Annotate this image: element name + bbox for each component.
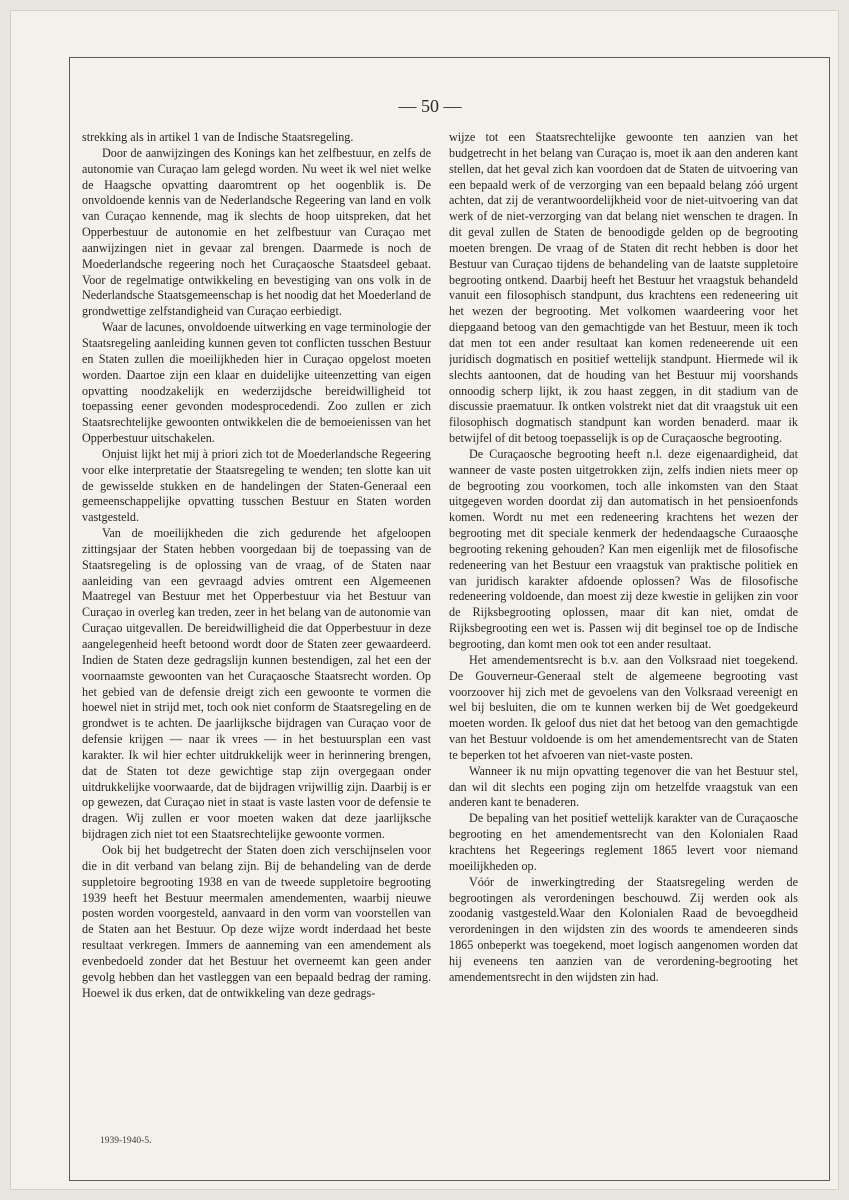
- paragraph: Wanneer ik nu mijn opvatting tegenover die van het Bestuur stel, dan wil dit slechts een poging zijn om hetzelfde vraagstuk van een anderen kant te benaderen.: [449, 763, 798, 810]
- paragraph: strekking als in artikel 1 van de Indische Staatsregeling.: [82, 130, 354, 144]
- paragraph: Waar de lacunes, onvoldoende uitwerking en vage terminologie der Staatsregeling aanleiding kunnen geven tot conflicten tusschen Bestuur en Staten zullen die moeilijkheden hier in Curaçao opgelost moeten worden. Daartoe zijn een klaar en duidelijke uiteenzetting van eigen opvatting noodzakelijk en wederzijdsche bereidwilligheid tot toepassing eener gevonden modesprocedendi. Zoo zullen er zich Staatsrechtelijke gewoonten ontwikkelen die de bemoeienissen van het Opperbestuur uitschakelen.: [82, 320, 431, 446]
- paragraph: De bepaling van het positief wettelijk karakter van de Curaçaosche begrooting en het amendementsrecht van den Kolonialen Raad krachtens het Regeerings reglement 1865 levert voor niemand moeilijkheden op.: [449, 811, 798, 873]
- paragraph: Door de aanwijzingen des Konings kan het zelfbestuur, en zelfs de autonomie van Curaçao lam gelegd worden. Nu weet ik wel niet welke de Haagsche opvatting daaromtrent op het oogenblik is. De onvoldoende kennis van de Nederlandsche Regeering van land en volk van Curaçao kennende, mag ik slechts de hoop uitspreken, dat het Opperbestuur de autonomie en het zelfbestuur van Curaçao met aanwijzingen niet in gevaar zal brengen. Daarmede is noch de Moederlandsche regeering noch het Curaçaosche Staatsdeel gebaat. Voor de regelmatige ontwikkeling en bevestiging van ons volk in de Nederlandsche Staatsgemeenschap is het noodig dat het Moederland de grondwettige zelfstandigheid van Curaçao eerbiedigt.: [82, 145, 431, 319]
- right-column: [449, 130, 798, 1130]
- paragraph: Ook bij het budgetrecht der Staten doen zich verschijnselen voor die in dit verband van belang zijn. Bij de behandeling van de derde suppletoire begrooting 1938 en van de tweede suppletoire begrooting 1939 heeft het Bestuur meermalen amendementen, waarbij nieuwe posten worden voorgesteld, aanvaard in den vorm van voorstellen van de Staten aan het Bestuur. Op deze wijze wordt inderdaad het beste resultaat verkregen. Immers de aanneming van een amendement als evenbedoeld zonder dat het Bestuur het overneemt kan geen ander gevolg hebben dan het vastleggen van een bepaald bedrag der raming. Hoewel ik dus erken, dat de ontwikkeling van deze gedrags-: [82, 842, 431, 1000]
- text-columns: [82, 130, 798, 1130]
- paragraph: Onjuist lijkt het mij à priori zich tot de Moederlandsche Regeering voor elke interpretatie der Staatsregeling te wenden; ten slotte kan uit de gewisselde stukken en de handelingen der Staten-Generaal een gemeenschappelijke opvatting tusschen Bestuur en Staten worden vastgesteld.: [82, 446, 431, 525]
- paragraph: wijze tot een Staatsrechtelijke gewoonte ten aanzien van het budgetrecht in het belang van Curaçao is, moet ik aan den anderen kant stellen, dat het geval zich kan voordoen dat de Staten de uitvoering van een bepaald werk of de verzorging van een bepaald belang zóó urgent achten, dat zij de verantwoordelijkheid voor de niet-uitvoering van dat werk of de niet-verzorging van dat belang niet wenschen te dragen. In dit geval zullen de Staten de benoodigde gelden op de begrooting moeten brengen. De vraag of de Staten dit recht hebben is door het Bestuur van Curaçao tijdens de behandeling van de laatste suppletoire begrooting ontkend. Daarbij heeft het Bestuur het vraagstuk behandeld vanuit een filosophisch standpunt, dus krachtens een redeneering uit het wezen der begrooting. Met volkomen waardeering voor het diepgaand betoog van den gemachtigde van het Bestuur, meen ik toch dat men tot een ander resultaat kan komen redeneerende uit een juridisch dogmatisch en positief wettelijk standpunt. Hiermede wil ik slechts aantoonen, dat de houding van het Bestuur mij voorshands onnoodig scherp lijkt, ik zou haast zeggen, in dit stadium van de discussie praematuur. Ik ontken volstrekt niet dat dit vraagstuk uit een filosophisch dogmatisch standpunt kan worden benaderd. maar ik betwijfel of dit betoog toepasselijk is op de Curaçaosche begrooting.: [449, 130, 798, 446]
- left-column: [82, 130, 431, 1130]
- footer-signature-mark: 1939-1940-5.: [100, 1136, 152, 1146]
- paragraph: De Curaçaosche begrooting heeft n.l. deze eigenaardigheid, dat wanneer de vaste posten uitgetrokken zijn, zelfs indien niets meer op de begrooting zou voorkomen, toch alle inkomsten van den Staat uitgegeven worden doordat zij dan automatisch in het pensioenfonds komen. Wordt nu met een redeneering krachtens het wezen der begrooting met dit speciale kenmerk der hedendaagsche Curaaosçhe begrooting rekening gehouden? Kan men eigenlijk met de filosofische redeneering van het Bestuur een vraagstuk van praktische politiek en van juridisch karakter afdoende oplossen? Was de filosofische redeneering voldoende, dan moest zij deze kwestie in gelijken zin voor de Rijksbegrooting oplossen, maar dit kan niet, omdat de Rijksbegrooting een wet is. Passen wij dit beginsel toe op de Indische begrooting, dan komt men ook tot een ander resultaat.: [449, 446, 798, 651]
- paragraph: Vóór de inwerkingtreding der Staatsregeling werden de begrootingen als verordeningen beschouwd. Zij werden ook als zoodanig vastgesteld.Waar den Kolonialen Raad de bevoegdheid verordeningen in den wijdsten zin des woords te amendeeren sinds 1865 onbeperkt was toegekend, moet logisch aangenomen worden dat hij eveneens ten aanzien van de verordening-begrooting het amendementsrecht in den wijdsten zin had.: [449, 874, 798, 984]
- paragraph: Van de moeilijkheden die zich gedurende het afgeloopen zittingsjaar der Staten hebben voorgedaan bij de toepassing van de Staatsregeling is de oplossing van de vraag, of de Staten naar aanleiding van een gevraagd advies omtrent een Algemeenen Maatregel van Bestuur met het Opperbestuur via het Bestuur van Curaçao in overleg kan treden, zeer in het belang van de autonomie van Curaçao uitgevallen. De bereidwilligheid die dat Opperbestuur in deze aangelegenheid heeft betoond wordt door de Staten zeer gewaardeerd. Indien de Staten deze gedragslijn kunnen bestendigen, zal het een der voornaamste gewoonten van het Curaçaosche Staatsrecht worden. Op het gebied van de defensie dreigt zich een gewoonte te vormen die hoewel niet in strijd met, toch ook niet conform de Staatsregeling en de grondwet is te achten. De jaarlijksche bijdragen van Curaçao voor de defensie krijgen — naar ik vrees — in het bestuursplan een vast karakter. Ik wil hier echter uitdrukkelijk weer in herinnering brengen, dat de Staten tot deze gewichtige stap zijn overgegaan onder uitdrukkelijke voorwaarde, dat de bijdragen vrijwillig zijn. Daarbij is er op gewezen, dat Curaçao niet in staat is vaste lasten voor de defensie te dragen. Wij zullen er voor moeten waken dat deze jaarlijksche bijdragen zich niet tot een Staatsrechtelijke gewoonte vormen.: [82, 526, 431, 842]
- page-number: — 50 —: [398, 96, 462, 116]
- paragraph: Het amendementsrecht is b.v. aan den Volksraad niet toegekend. De Gouverneur-Generaal stelt de algemeene begrooting vast voorzoover hij zich met de gevoelens van den Volksraad vereenigt en wel bij besluiten, die om te kunnen werken bij de Wet goedgekeurd moeten worden. Ik geloof dus niet dat het betoog van den gemachtigde van het Bestuur voldoende is om het amendementsrecht van de Staten te beperken tot het afvoeren van niet-vaste posten.: [449, 652, 798, 762]
